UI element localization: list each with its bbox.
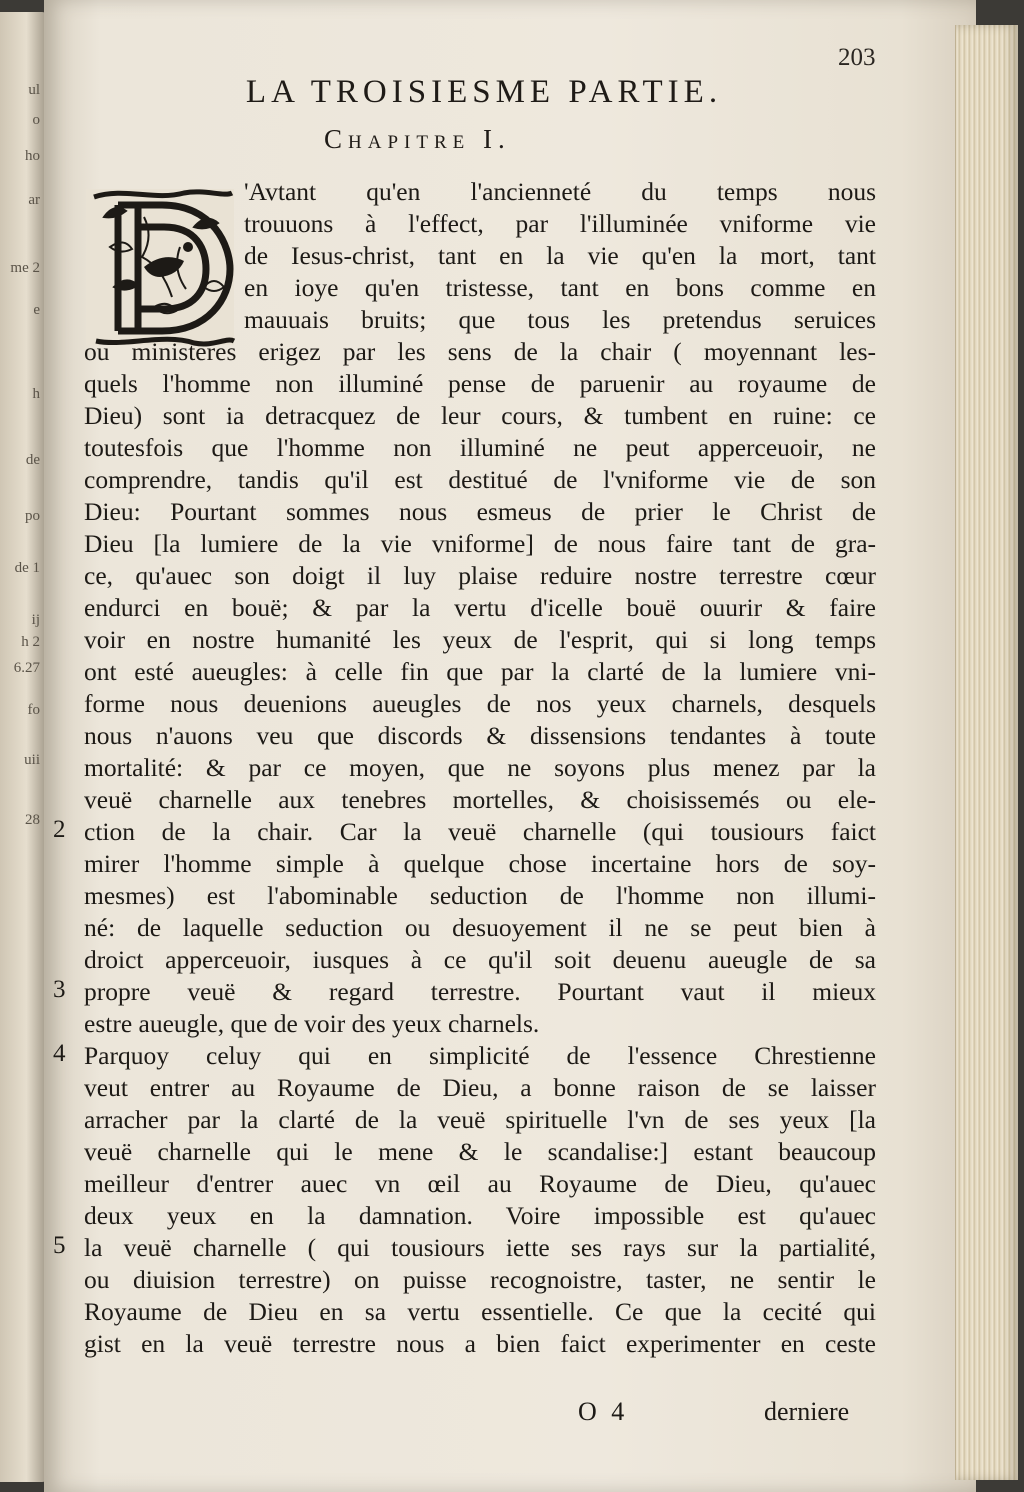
margin-note: 28 bbox=[25, 812, 40, 828]
margin-note: de 1 bbox=[14, 560, 40, 576]
margin-note: h bbox=[32, 386, 40, 402]
signature-mark: O 4 bbox=[578, 1397, 629, 1426]
text-line: toutesfois que l'homme non illuminé ne peut apperceuoir, ne bbox=[84, 433, 876, 462]
margin-note: 6.27 bbox=[13, 660, 40, 676]
text-line: veut entrer au Royaume de Dieu, a bonne raison de se laisser bbox=[84, 1073, 876, 1102]
text-line: ction de la chair. Car la veuë charnelle (qui tousiours faict bbox=[84, 817, 876, 846]
text-line: quels l'homme non illuminé pense de paruenir au royaume de bbox=[84, 369, 876, 398]
text-line: Parquoy celuy qui en simplicité de l'essence Chrestienne bbox=[84, 1041, 876, 1070]
text-line: mesmes) est l'abominable seduction de l'homme non illumi- bbox=[84, 881, 876, 910]
text-line: meilleur d'entrer auec vn œil au Royaume de Dieu, qu'auec bbox=[84, 1169, 876, 1198]
text-line: ou ministeres erigez par les sens de la chair ( moyennant les- bbox=[84, 337, 876, 366]
page-number: 203 bbox=[838, 44, 876, 71]
text-line: gist en la veuë terrestre nous a bien faict experimenter en ceste bbox=[84, 1329, 876, 1358]
text-line: mortalité: & par ce moyen, que ne soyons plus menez par la bbox=[84, 753, 876, 782]
margin-note: uii bbox=[24, 752, 40, 768]
catchword: derniere bbox=[764, 1397, 850, 1426]
text-line: ou diuision terrestre) on puisse recognoistre, taster, ne sentir le bbox=[84, 1265, 876, 1294]
margin-note: me 2 bbox=[10, 260, 40, 276]
facing-page-edge bbox=[0, 12, 48, 1482]
text-line: en ioye qu'en tristesse, tant en bons comme en bbox=[244, 273, 876, 302]
page-block-edge bbox=[955, 25, 1018, 1480]
text-line: comprendre, tandis qu'il est destitué de l'vniforme vie de son bbox=[84, 465, 876, 494]
margin-note: ij bbox=[31, 612, 40, 628]
verse-number: 3 bbox=[53, 976, 66, 1003]
running-title: LA TROISIESME PARTIE. bbox=[245, 74, 723, 110]
text-line: Dieu) sont ia detracquez de leur cours, & tumbent en ruine: ce bbox=[84, 401, 876, 430]
verse-number: 4 bbox=[53, 1040, 66, 1067]
text-line: Royaume de Dieu en sa vertu essentielle. Ce que la cecité qui bbox=[84, 1297, 876, 1326]
text-line: deux yeux en la damnation. Voire impossible est qu'auec bbox=[84, 1201, 876, 1230]
text-line: Dieu [la lumiere de la vie vniforme] de nous faire tant de gra- bbox=[84, 529, 876, 558]
text-line: voir en nostre humanité les yeux de l'esprit, qui si long temps bbox=[84, 625, 876, 654]
text-line: de Iesus-christ, tant en la vie qu'en la mort, tant bbox=[244, 241, 876, 270]
text-line: 'Avtant qu'en l'ancienneté du temps nous bbox=[244, 177, 876, 206]
margin-note: po bbox=[25, 508, 40, 524]
text-line: nous n'auons veu que discords & dissensions tendantes à toute bbox=[84, 721, 876, 750]
text-line: forme nous deuenions aueugles de nos yeux charnels, desquels bbox=[84, 689, 876, 718]
text-line: né: de laquelle seduction ou desuoyement il ne se peut bien à bbox=[84, 913, 876, 942]
margin-note: h 2 bbox=[21, 634, 40, 650]
verse-number: 5 bbox=[53, 1232, 66, 1259]
text-line: veuë charnelle aux tenebres mortelles, & choisissemés ou ele- bbox=[84, 785, 876, 814]
margin-note: de bbox=[25, 452, 40, 468]
text-line: arracher par la clarté de la veuë spirituelle l'vn de ses yeux [la bbox=[84, 1105, 876, 1134]
verse-number: 2 bbox=[53, 816, 66, 843]
text-line: propre veuë & regard terrestre. Pourtant vaut il mieux bbox=[84, 977, 876, 1006]
ornamental-initial-d-icon bbox=[84, 187, 236, 347]
text-line: mirer l'homme simple à quelque chose incertaine hors de soy- bbox=[84, 849, 876, 878]
text-line: estre aueugle, que de voir des yeux charnels. bbox=[84, 1009, 540, 1038]
text-line: endurci en bouë; & par la vertu d'icelle bouë ouurir & faire bbox=[84, 593, 876, 622]
text-line: Dieu: Pourtant sommes nous esmeus de prier le Christ de bbox=[84, 497, 876, 526]
text-line: veuë charnelle qui le mene & le scandalise:] estant beaucoup bbox=[84, 1137, 876, 1166]
margin-note: e bbox=[33, 302, 40, 318]
text-line: ce, qu'auec son doigt il luy plaise reduire nostre terrestre cœur bbox=[84, 561, 876, 590]
text-line: ont esté aueugles: à celle fin que par la clarté de la lumiere vni- bbox=[84, 657, 876, 686]
margin-note: ho bbox=[25, 148, 40, 164]
margin-note: ar bbox=[28, 192, 40, 208]
text-line: droict apperceuoir, iusques à ce qu'il soit deuenu aueugle de sa bbox=[84, 945, 876, 974]
text-line: la veuë charnelle ( qui tousiours iette ses rays sur la partialité, bbox=[84, 1233, 876, 1262]
chapter-heading: Chapitre I. bbox=[324, 124, 511, 154]
margin-note: fo bbox=[27, 702, 40, 718]
margin-note: ul bbox=[28, 82, 40, 98]
margin-note: o bbox=[32, 112, 40, 128]
text-line: trouuons à l'effect, par l'illuminée vniforme vie bbox=[244, 209, 876, 238]
text-line: mauuais bruits; que tous les pretendus seruices bbox=[244, 305, 876, 334]
